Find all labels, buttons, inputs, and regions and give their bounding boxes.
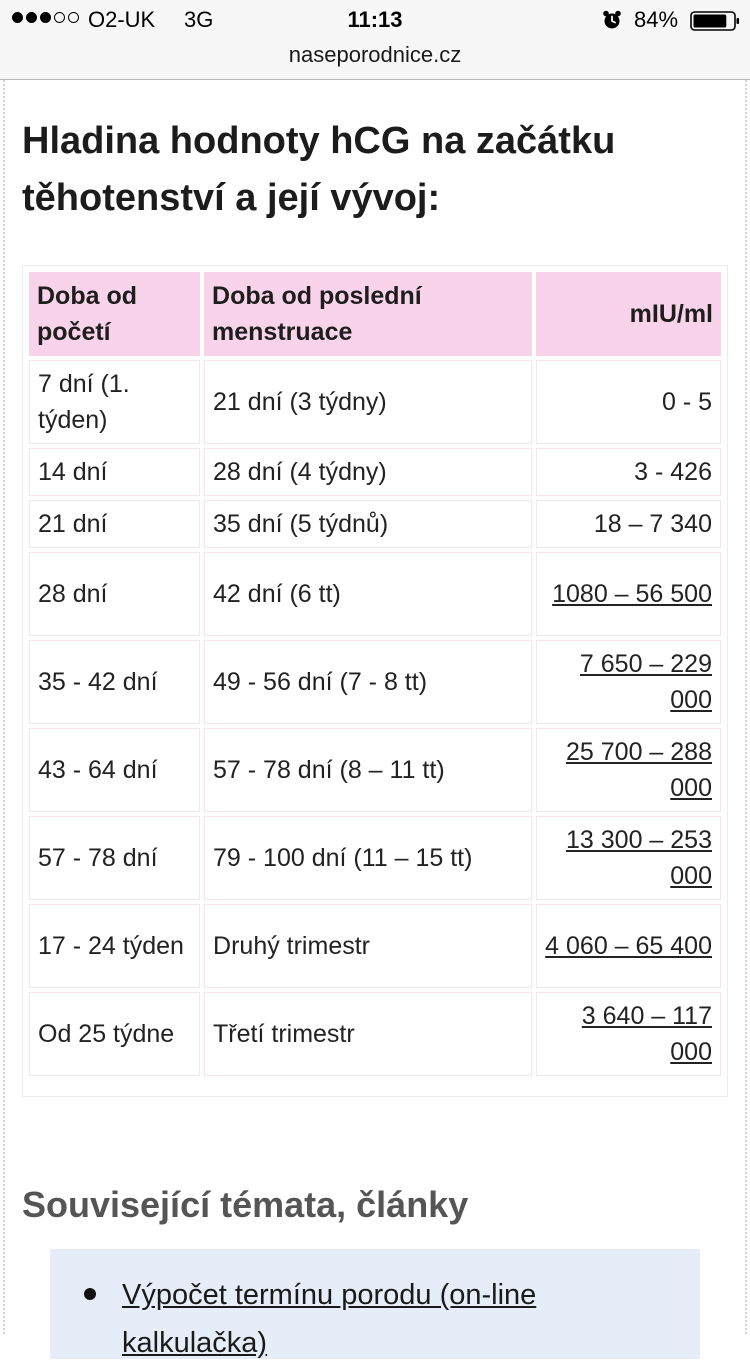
table-row [29,992,721,1076]
cell-menstruation: 21 dní (3 týdny) [204,360,532,444]
cell-menstruation: 79 - 100 dní (11 – 15 tt) [204,816,532,900]
cell-conception: 21 dní [29,500,200,548]
bullet-icon [84,1288,96,1300]
hcg-levels-table [25,268,725,1080]
cell-hcg-value[interactable]: 7 650 – 229 000 [536,640,721,724]
cell-menstruation: Třetí trimestr [204,992,532,1076]
battery-icon [690,11,740,31]
cell-hcg-value[interactable]: 3 640 – 117 000 [536,992,721,1076]
table-row [29,500,721,548]
cell-hcg-value: 18 – 7 340 [536,500,721,548]
header-menstruation: Doba od poslední menstruace [204,272,532,356]
table-row [29,728,721,812]
cell-hcg-value[interactable]: 13 300 – 253 000 [536,816,721,900]
cell-hcg-value[interactable]: 1080 – 56 500 [536,552,721,636]
cell-hcg-value: 0 - 5 [536,360,721,444]
cell-menstruation: 35 dní (5 týdnů) [204,500,532,548]
address-bar-url[interactable]: naseporodnice.cz [288,42,462,67]
cell-conception: 35 - 42 dní [29,640,200,724]
alarm-clock-icon [602,10,622,30]
table-header-row [29,272,721,356]
header-conception: Doba od početí [29,272,200,356]
cell-menstruation: 42 dní (6 tt) [204,552,532,636]
carrier-name: O2-UK [88,7,156,32]
cell-hcg-value[interactable]: 25 700 – 288 000 [536,728,721,812]
table-row [29,640,721,724]
status-time: 11:13 [347,7,403,32]
cell-menstruation: 49 - 56 dní (7 - 8 tt) [204,640,532,724]
battery-percentage: 84% [634,7,679,32]
related-topics-box [50,1249,700,1359]
cell-conception: 17 - 24 týden [29,904,200,988]
table-row [29,904,721,988]
browser-top-bar [0,0,750,80]
article-title: Hladina hodnoty hCG na začátku těhotenství a její vývoj: [22,120,616,219]
cell-conception: Od 25 týdne [29,992,200,1076]
cell-hcg-value[interactable]: 4 060 – 65 400 [536,904,721,988]
related-link-due-date-calculator-cont[interactable]: kalkulačka) [122,1327,268,1359]
cell-menstruation: Druhý trimestr [204,904,532,988]
cell-menstruation: 28 dní (4 týdny) [204,448,532,496]
related-topics-title: Související témata, články [22,1184,469,1225]
network-type: 3G [184,7,214,32]
cell-hcg-value: 3 - 426 [536,448,721,496]
hcg-table-container [22,265,728,1097]
table-row [29,448,721,496]
header-unit: mIU/ml [536,272,721,356]
table-row [29,360,721,444]
cell-conception: 7 dní (1. týden) [29,360,200,444]
cell-menstruation: 57 - 78 dní (8 – 11 tt) [204,728,532,812]
table-row [29,816,721,900]
cell-conception: 57 - 78 dní [29,816,200,900]
cell-conception: 14 dní [29,448,200,496]
status-bar [0,0,750,40]
table-row [29,552,721,636]
cell-conception: 43 - 64 dní [29,728,200,812]
related-link-due-date-calculator[interactable]: Výpočet termínu porodu (on-line [122,1279,537,1311]
cell-conception: 28 dní [29,552,200,636]
